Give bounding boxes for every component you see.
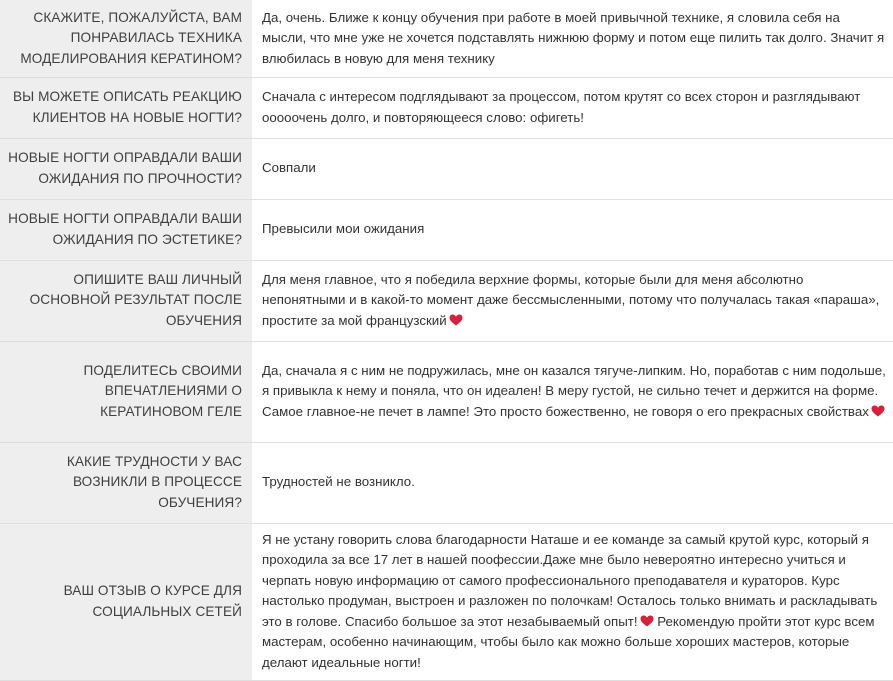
question-cell: КАКИЕ ТРУДНОСТИ У ВАС ВОЗНИКЛИ В ПРОЦЕССЕ ОБУЧЕНИЯ? [0, 442, 252, 523]
answer-cell: Превысили мои ожидания [252, 199, 893, 260]
qa-row [0, 0, 893, 77]
qa-row [0, 77, 893, 138]
qa-row [0, 442, 893, 523]
answer-cell: Да, очень. Ближе к концу обучения при работе в моей привычной технике, я словила себя на мысли, что мне уже не хочется подставлять нижнюю форму и потом еще пилить так долго. Значит я влюбилась в новую для меня технику [252, 0, 893, 77]
question-cell: ВАШ ОТЗЫВ О КУРСЕ ДЛЯ СОЦИАЛЬНЫХ СЕТЕЙ [0, 523, 252, 680]
answer-text: Для меня главное, что я победила верхние формы, которые были для меня абсолютно непонятными и в какой-то момент даже бессмысленными, потому что получалась такая «параша», простите за мой французский [262, 271, 880, 328]
question-cell: ВЫ МОЖЕТЕ ОПИСАТЬ РЕАКЦИЮ КЛИЕНТОВ НА НОВЫЕ НОГТИ? [0, 77, 252, 138]
answer-cell [252, 260, 893, 341]
answer-text: Рекомендую пройти этот курс всем мастерам, особенно начинающим, чтобы было как можно больше хороших мастеров, которые делают идеальные ногти! [262, 613, 875, 670]
question-cell: НОВЫЕ НОГТИ ОПРАВДАЛИ ВАШИ ОЖИДАНИЯ ПО ЭСТЕТИКЕ? [0, 199, 252, 260]
question-cell: СКАЖИТЕ, ПОЖАЛУЙСТА, ВАМ ПОНРАВИЛАСЬ ТЕХНИКА МОДЕЛИРОВАНИЯ КЕРАТИНОМ? [0, 0, 252, 77]
qa-row [0, 138, 893, 199]
question-cell: ПОДЕЛИТЕСЬ СВОИМИ ВПЕЧАТЛЕНИЯМИ О КЕРАТИНОВОМ ГЕЛЕ [0, 341, 252, 442]
answer-cell [252, 341, 893, 442]
qa-row [0, 260, 893, 341]
answer-text: Да, сначала я с ним не подружилась, мне он казался тягуче-липким. Но, поработав с ним подольше, я привыкла к нему и поняла, что он идеален! В меру густой, не сильно течет и держится на форме. Самое главное-не печет в лампе! Это просто божественно, не говоря о его прекрасных свойствах [262, 362, 886, 419]
question-cell: НОВЫЕ НОГТИ ОПРАВДАЛИ ВАШИ ОЖИДАНИЯ ПО ПРОЧНОСТИ? [0, 138, 252, 199]
question-cell: ОПИШИТЕ ВАШ ЛИЧНЫЙ ОСНОВНОЙ РЕЗУЛЬТАТ ПОСЛЕ ОБУЧЕНИЯ [0, 260, 252, 341]
heart-icon [449, 314, 463, 326]
answer-cell: Сначала с интересом подглядывают за процессом, потом крутят со всех сторон и разглядывают ооооочень долго, и повторяющееся слово: офигеть! [252, 77, 893, 138]
heart-icon [640, 615, 654, 627]
answer-text: Я не устану говорить слова благодарности Наташе и ее команде за самый крутой курс, который я проходила за все 17 лет в нашей поофессии.Даже мне было невероятно интересно учиться и черпать новую информацию от самого профессионального преподавателя и кураторов. Курс настолько продуман, выстроен и разложен по полочкам! Осталось только внимать и раскладывать это в голове. Спасибо большое за этот незабываемый опыт! [262, 531, 878, 629]
answer-cell: Совпали [252, 138, 893, 199]
answer-cell [252, 523, 893, 680]
qa-row [0, 341, 893, 442]
heart-icon [871, 405, 885, 417]
qa-row [0, 523, 893, 680]
answer-cell: Трудностей не возникло. [252, 442, 893, 523]
qa-row [0, 199, 893, 260]
